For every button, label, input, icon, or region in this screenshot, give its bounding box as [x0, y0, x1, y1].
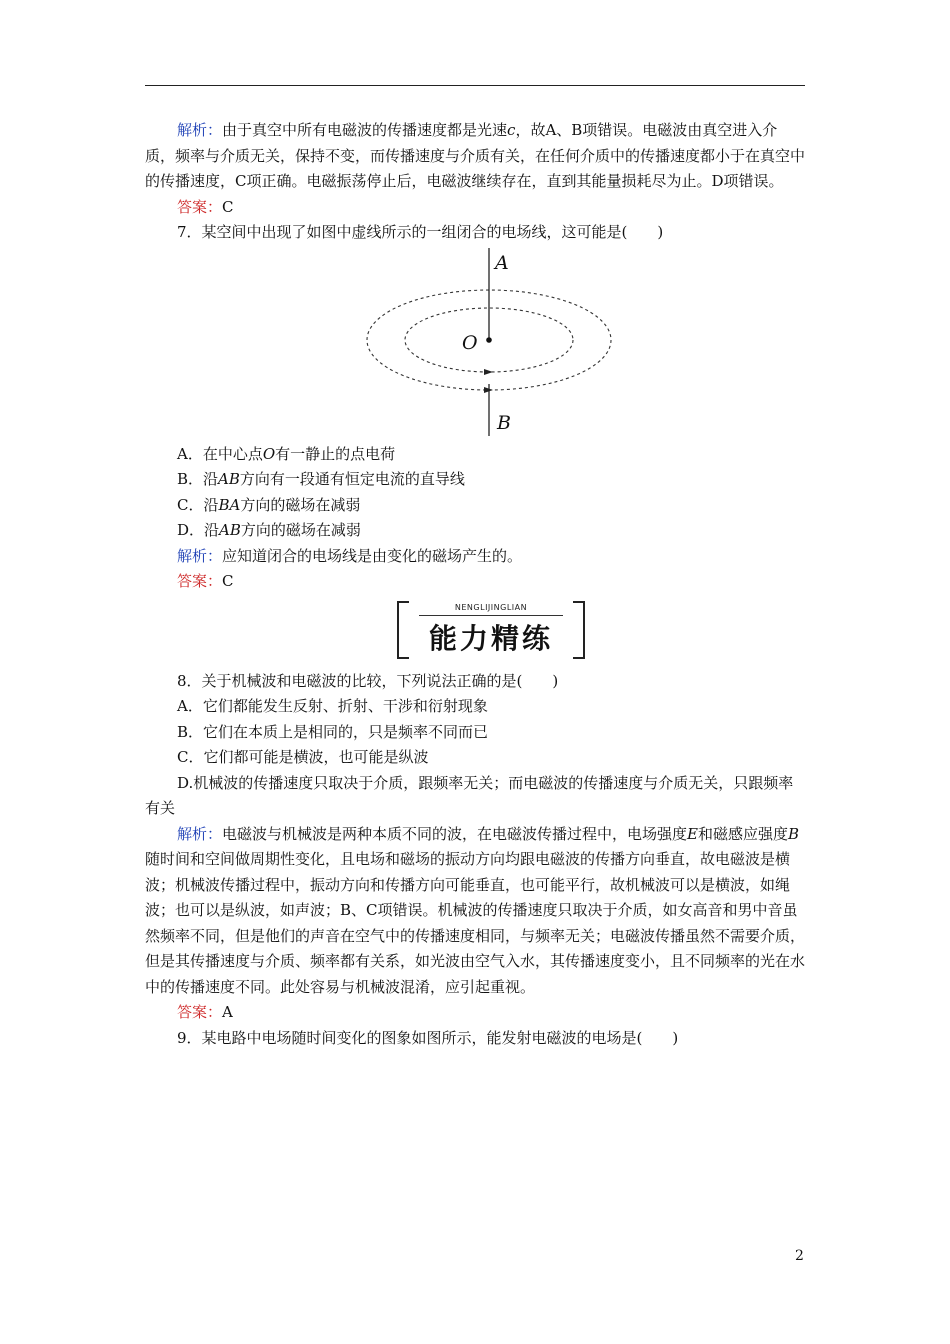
q8-analysis: 解析：电磁波与机械波是两种本质不同的波，在电磁波传播过程中，电场强度E和磁感应强度B随时间和空间做周期性变化，且电场和磁场的振动方向均跟电磁波的传播方向垂直，故电磁波是横波；机械波传播过程中，振动方向和传播方向可能垂直，也可能平行，故机械波可以是横波，如绳波；也可以是纵波，如声波；B、C项错误。机械波的传播速度只取决于介质，如女高音和男中音虽然频率不同，但是他们的声音在空气中的传播速度相同，与频率无关；电磁波传播虽然不需要介质，但是其传播速度与介质、频率都有关系，如光波由空气入水，其传播速度变小，且不同频率的光在水中的传播速度不同。此处容易与机械波混淆，应引起重视。 — [145, 824, 806, 996]
label-a: A — [495, 251, 509, 274]
q7-figure — [145, 248, 805, 438]
q9-stem: 9．某电路中电场随时间变化的图象如图所示，能发射电磁波的电场是( ) — [177, 1028, 679, 1047]
q8-option-c: C．它们都可能是横波，也可能是纵波 — [177, 748, 429, 766]
banner-subtitle: NENGLIJINGLIAN — [454, 602, 528, 612]
q7-answer: 答案：C — [177, 572, 234, 590]
header-rule — [145, 85, 805, 86]
q8-option-d: D.机械波的传播速度只取决于介质，跟频率无关；而电磁波的传播速度与介质无关，只跟频率有关 — [145, 773, 794, 817]
label-b: B — [497, 411, 511, 434]
q7-option-a: A．在中心点O有一静止的点电荷 — [177, 444, 396, 463]
page-number: 2 — [795, 1248, 804, 1264]
electric-field-diagram — [365, 248, 625, 438]
q8-option-a: A．它们都能发生反射、折射、干涉和衍射现象 — [177, 697, 488, 715]
page-content — [145, 118, 805, 1051]
q6-analysis: 解析：由于真空中所有电磁波的传播速度都是光速c，故A、B项错误。电磁波由真空进入介质，频率与介质无关，保持不变，而传播速度与介质有关，在任何介质中的传播速度都小于在真空中的传播速度，C项正确。电磁振荡停止后，电磁波继续存在，直到其能量损耗尽为止。D项错误。 — [145, 121, 806, 190]
inner-arrow-icon — [484, 369, 493, 375]
q7-option-c: C．沿BA方向的磁场在减弱 — [177, 495, 361, 514]
q7-option-d: D．沿AB方向的磁场在减弱 — [177, 521, 361, 539]
q8-answer: 答案：A — [177, 1003, 233, 1021]
banner-divider — [419, 615, 563, 616]
analysis-label: 解析： — [177, 121, 223, 139]
label-o: O — [462, 331, 478, 354]
q7-analysis: 解析：应知道闭合的电场线是由变化的磁场产生的。 — [177, 546, 523, 565]
q7-option-b: B．沿AB方向有一段通有恒定电流的直导线 — [177, 470, 465, 488]
answer-label: 答案： — [177, 197, 223, 216]
q8-stem: 8．关于机械波和电磁波的比较，下列说法正确的是( ) — [177, 671, 559, 690]
q7-stem: 7．某空间中出现了如图中虚线所示的一组闭合的电场线，这可能是( ) — [177, 223, 664, 241]
section-banner — [145, 599, 805, 663]
q6-answer: 答案：C — [177, 197, 234, 216]
center-point — [486, 337, 492, 343]
q8-option-b: B．它们在本质上是相同的，只是频率不同而已 — [177, 722, 489, 741]
banner-title: 能力精练 — [428, 621, 553, 655]
